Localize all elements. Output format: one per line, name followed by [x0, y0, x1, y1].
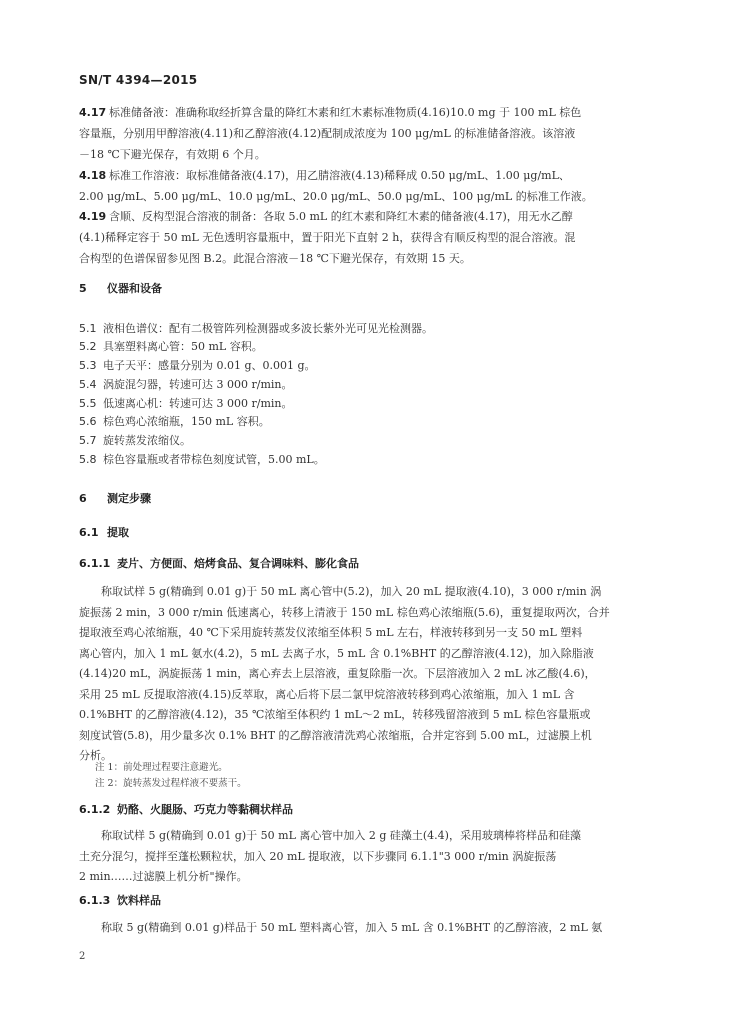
- paragraph-line: 旋振荡 2 min，3 000 r/min 低速离心，转移上清液于 150 mL 棕色鸡心浓缩瓶(5.6)，重复提取两次，合并: [79, 605, 610, 619]
- subsection-6-1-heading: [79, 524, 129, 540]
- procedure-paragraph-6-1-2: [79, 826, 659, 888]
- clause-line: (4.1)稀释定容于 50 mL 无色透明容量瓶中，置于阳光下直射 2 h，获得含有顺反构型的混合溶液。混: [79, 231, 576, 244]
- subsection-6-1-2-heading: [79, 801, 293, 817]
- item-number: 5.7: [79, 434, 97, 447]
- paragraph-line: 离心管内，加入 1 mL 氨水(4.2)，5 mL 去离子水，5 mL 含 0.1%BHT 的乙醇溶液(4.12)，加入除脂液: [79, 646, 594, 660]
- clause-line: 合构型的色谱保留参见图 B.2。此混合溶液－18 ℃下避光保存，有效期 15 天。: [79, 252, 471, 265]
- subsection-title: 提取: [107, 526, 129, 539]
- procedure-paragraph-6-1-3: [79, 918, 659, 939]
- page-number: 2: [79, 951, 86, 962]
- item-text: 电子天平：感量分别为 0.01 g、0.001 g。: [103, 359, 316, 372]
- clause-line: 标准工作溶液：取标准储备液(4.17)，用乙腈溶液(4.13)稀释成 0.50 μg/mL、1.00 μg/mL、: [109, 169, 570, 182]
- clause-number: 4.19: [79, 210, 107, 223]
- paragraph-line: 2 min……过滤膜上机分析"操作。: [79, 870, 248, 883]
- equipment-item: [79, 376, 292, 392]
- section-5-heading: [79, 280, 162, 296]
- equipment-item: [79, 451, 325, 467]
- equipment-item: [79, 432, 191, 448]
- clause-line: 2.00 μg/mL、5.00 μg/mL、10.0 μg/mL、20.0 μg/mL、50.0 μg/mL、100 μg/mL 的标准工作液。: [79, 190, 593, 203]
- equipment-item: [79, 413, 270, 429]
- item-number: 5.2: [79, 340, 97, 353]
- section-title: 仪器和设备: [107, 282, 162, 295]
- subsection-6-1-3-heading: [79, 892, 161, 908]
- item-text: 棕色容量瓶或者带棕色刻度试管，5.00 mL。: [103, 453, 325, 466]
- subsection-title: 麦片、方便面、焙烤食品、复合调味料、膨化食品: [117, 557, 359, 570]
- item-text: 旋转蒸发浓缩仪。: [103, 434, 191, 447]
- subsection-number: 6.1.2: [79, 803, 111, 816]
- section-number: 6: [79, 492, 87, 505]
- paragraph-line: 0.1%BHT 的乙醇溶液(4.12)，35 ℃浓缩至体积约 1 mL～2 mL，转移残留溶液到 5 mL 棕色容量瓶或: [79, 708, 591, 721]
- subsection-title: 奶酪、火腿肠、巧克力等黏稠状样品: [117, 803, 293, 816]
- paragraph-line: 提取液至鸡心浓缩瓶，40 ℃下采用旋转蒸发仪浓缩至体积 5 mL 左右，样液转移到另一支 50 mL 塑料: [79, 626, 583, 639]
- item-number: 5.3: [79, 359, 97, 372]
- clause-line: 含顺、反构型混合溶液的制备：各取 5.0 mL 的红木素和降红木素的储备液(4.17)，用无水乙醇: [109, 210, 573, 223]
- clause-number: 4.17: [79, 106, 107, 119]
- item-number: 5.5: [79, 397, 97, 410]
- equipment-item: [79, 395, 292, 411]
- item-text: 液相色谱仪：配有二极管阵列检测器或多波长紫外光可见光检测器。: [103, 322, 433, 335]
- subsection-number: 6.1.1: [79, 557, 111, 570]
- paragraph-line: 称取试样 5 g(精确到 0.01 g)于 50 mL 离心管中(5.2)，加入 20 mL 提取液(4.10)，3 000 r/min 涡: [101, 585, 602, 598]
- equipment-item: [79, 357, 316, 373]
- note-1: 注 1：前处理过程要注意避光。: [95, 762, 228, 773]
- subsection-6-1-1-heading: [79, 555, 359, 571]
- paragraph-line: 土充分混匀，搅拌至蓬松颗粒状，加入 20 mL 提取液，以下步骤同 6.1.1"3 000 r/min 涡旋振荡: [79, 849, 557, 863]
- paragraph-line: 称取试样 5 g(精确到 0.01 g)于 50 mL 离心管中加入 2 g 硅藻土(4.4)，采用玻璃棒将样品和硅藻: [101, 829, 581, 842]
- subsection-number: 6.1.3: [79, 894, 111, 907]
- equipment-item: [79, 338, 263, 354]
- standard-code-header: SN/T 4394—2015: [79, 73, 198, 87]
- subsection-title: 饮料样品: [117, 894, 161, 907]
- item-text: 具塞塑料离心管：50 mL 容积。: [103, 340, 263, 353]
- section-6-heading: [79, 490, 151, 506]
- procedure-paragraph-6-1-1: [79, 582, 659, 767]
- section-number: 5: [79, 282, 87, 295]
- section-title: 测定步骤: [107, 492, 151, 505]
- clause-line: 容量瓶，分别用甲醇溶液(4.11)和乙醇溶液(4.12)配制成浓度为 100 μg/mL 的标准储备溶液。该溶液: [79, 127, 576, 140]
- item-text: 涡旋混匀器，转速可达 3 000 r/min。: [103, 378, 293, 391]
- subsection-number: 6.1: [79, 526, 99, 539]
- clause-number: 4.18: [79, 169, 107, 182]
- paragraph-line: 分析。: [79, 749, 112, 762]
- item-number: 5.4: [79, 378, 97, 391]
- clause-line: 标准储备液：准确称取经折算含量的降红木素和红木素标准物质(4.16)10.0 mg 于 100 mL 棕色: [109, 106, 582, 119]
- paragraph-line: 采用 25 mL 反提取溶液(4.15)反萃取，离心后将下层二氯甲烷溶液转移到鸡心浓缩瓶，加入 1 mL 含: [79, 687, 575, 701]
- paragraph-line: 称取 5 g(精确到 0.01 g)样品于 50 mL 塑料离心管，加入 5 mL 含 0.1%BHT 的乙醇溶液，2 mL 氨: [101, 921, 603, 934]
- item-text: 低速离心机：转速可达 3 000 r/min。: [103, 397, 293, 410]
- item-number: 5.8: [79, 453, 97, 466]
- paragraph-line: (4.14)20 mL，涡旋振荡 1 min，离心弃去上层溶液，重复除脂一次。下层溶液加入 2 mL 冰乙酸(4.6)，: [79, 667, 596, 680]
- item-number: 5.6: [79, 415, 97, 428]
- paragraph-line: 刻度试管(5.8)，用少量多次 0.1% BHT 的乙醇溶液清洗鸡心浓缩瓶，合并定容到 5.00 mL，过滤膜上机: [79, 728, 592, 742]
- clause-line: －18 ℃下避光保存，有效期 6 个月。: [79, 148, 266, 161]
- note-2: 注 2：旋转蒸发过程样液不要蒸干。: [95, 778, 247, 789]
- item-number: 5.1: [79, 322, 97, 335]
- equipment-item: [79, 320, 433, 336]
- item-text: 棕色鸡心浓缩瓶，150 mL 容积。: [103, 415, 270, 428]
